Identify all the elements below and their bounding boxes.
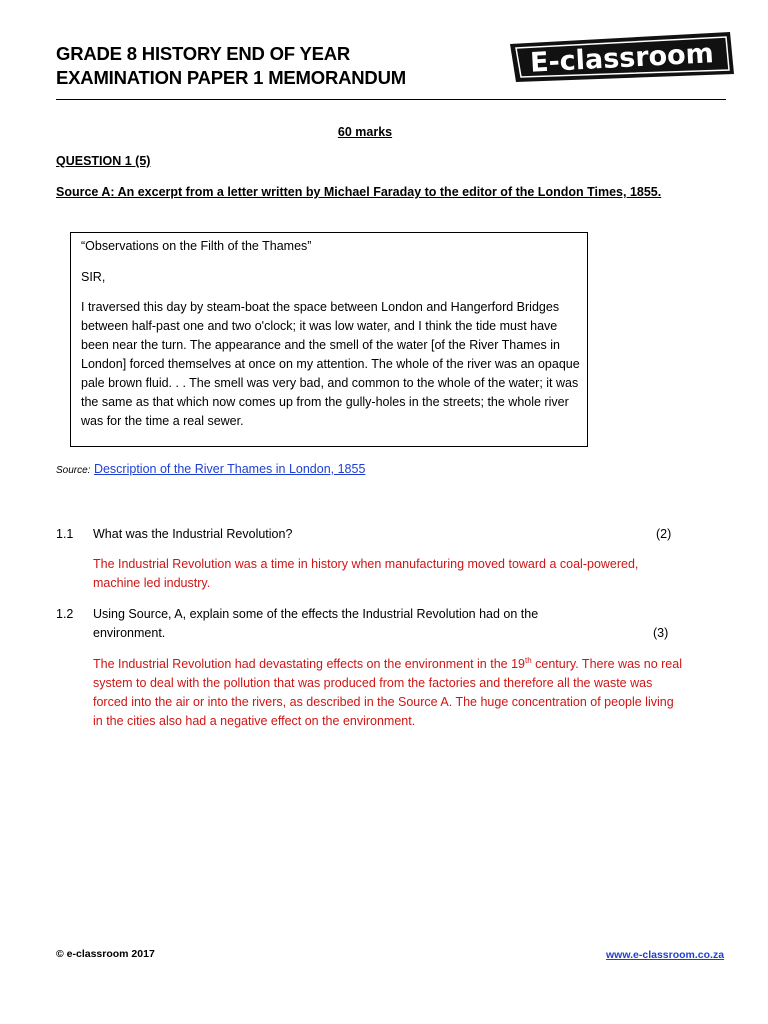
question-heading: QUESTION 1 (5): [56, 154, 151, 168]
footer-website-link[interactable]: www.e-classroom.co.za: [606, 949, 725, 961]
source-label: Source:: [56, 465, 91, 476]
logo-text: E-classroom: [529, 38, 715, 79]
question-number: 1.2: [56, 607, 74, 621]
source-link[interactable]: Description of the River Thames in London, 1855: [93, 462, 366, 476]
total-marks-label: 60 marks: [337, 125, 393, 139]
question-marks: (3): [653, 626, 669, 640]
eclassroom-logo: [504, 30, 736, 88]
logo-graphic: [504, 30, 736, 88]
excerpt-body: I traversed this day by steam-boat the space between London and Hangerford Bridges between half-past one and two o'clock; it was low water, and I think the tide must have been near the turn. The appearance and the smell of the water [of the River Thames in London] forced themselves at once on my attention. The whole of the river was an opaque pale brown fluid. . . The smell was very bad, and common to the whole of the water; it was the same as that which now comes up from the gully-holes in the streets; the whole river was for the time a real sewer.: [81, 300, 580, 428]
title-line-2: EXAMINATION PAPER 1 MEMORANDUM: [56, 67, 406, 88]
source-excerpt-box: [70, 232, 588, 447]
excerpt-salutation: SIR,: [81, 270, 106, 284]
footer-website: [606, 949, 724, 961]
answer-text: [93, 655, 683, 731]
source-a-heading: Source A: An excerpt from a letter written by Michael Faraday to the editor of the London Times, 1855.: [56, 185, 662, 199]
excerpt-title: “Observations on the Filth of the Thames”: [81, 239, 312, 253]
question-number: 1.1: [56, 527, 74, 541]
answer-text-part: century. There was no real system to deal with the pollution that was produced from the factories and therefore all the waste was forced into the air or into the rivers, as described in the Source A. The huge concentration of people living in the cities also had a negative effect on the environment.: [93, 657, 682, 728]
title-line-1: GRADE 8 HISTORY END OF YEAR: [56, 43, 351, 64]
page-title: [56, 42, 406, 90]
total-marks: [0, 123, 728, 141]
footer-copyright: © e-classroom 2017: [56, 948, 155, 960]
question-text: What was the Industrial Revolution?: [93, 527, 293, 541]
question-text: Using Source, A, explain some of the effects the Industrial Revolution had on the environment.: [93, 607, 539, 640]
answer-superscript: th: [525, 655, 532, 665]
header-divider: [56, 99, 726, 100]
source-citation: [56, 462, 365, 476]
answer-text: The Industrial Revolution was a time in history when manufacturing moved toward a coal-powered, machine led industry.: [93, 557, 639, 590]
answer-text-part: The Industrial Revolution had devastating effects on the environment in the 19: [93, 657, 525, 671]
question-marks: (2): [656, 527, 672, 541]
